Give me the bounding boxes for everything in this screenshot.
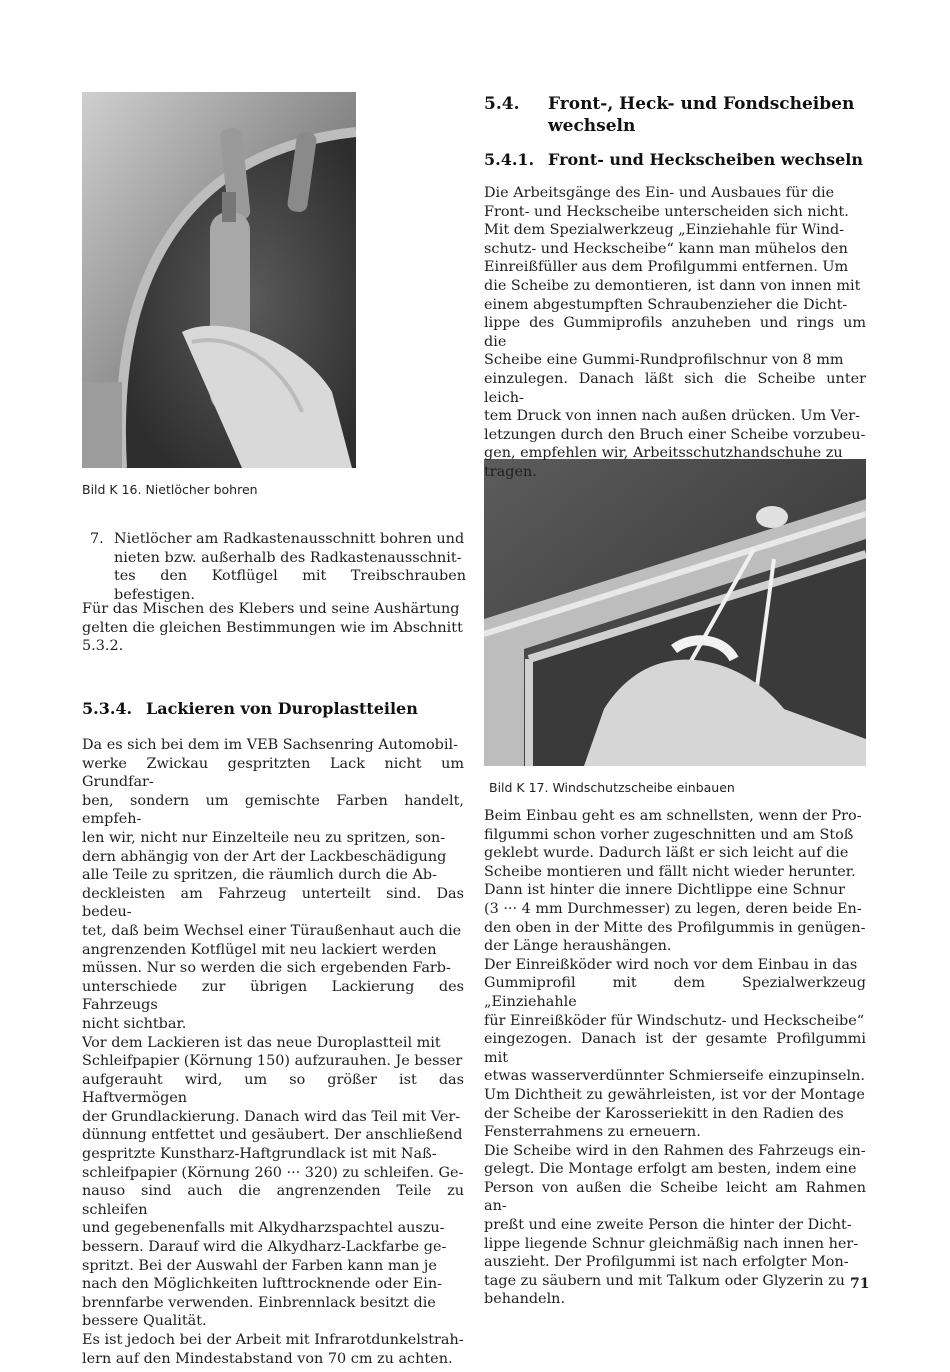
step-number: 7. [90, 531, 104, 547]
section-5-4-heading [484, 93, 854, 137]
text-line: Mit dem Spezialwerkzeug „Einziehahle für Wind- [484, 222, 845, 239]
section-5-4-1-heading [484, 149, 863, 171]
drilling-photo-graphic [82, 92, 356, 468]
text-line: nach den Möglichkeiten lufttrocknende oder Ein- [82, 1276, 442, 1293]
text-line: Einreißfüller aus dem Profilgummi entfernen. Um [484, 259, 849, 276]
text-line: den oben in der Mitte des Profilgummis in genügen- [484, 919, 866, 936]
text-line: Schleifpapier (Körnung 150) aufzurauhen. Je besser [82, 1053, 463, 1070]
section-title: Lackieren von Duroplastteilen [146, 699, 418, 718]
text-line: dünnung entfettet und gesäubert. Der anschließend [82, 1127, 463, 1144]
text-line: tage zu säubern und mit Talkum oder Glyzerin zu [484, 1272, 845, 1289]
text-line: Person von außen die Scheibe leicht am Rahmen an- [484, 1179, 866, 1215]
section-title-line: wechseln [548, 116, 636, 136]
text-line: nicht sichtbar. [82, 1015, 187, 1032]
text-line: dern abhängig von der Art der Lackbeschädigung [82, 848, 447, 865]
text-line: lern auf den Mindestabstand von 70 cm zu achten. [82, 1350, 453, 1367]
text-line: Gummiprofil mit dem Spezialwerkzeug „Einziehahle [484, 975, 866, 1010]
text-line: aufgerauht wird, um so größer ist das Haftvermögen [82, 1071, 464, 1107]
text-line: tem Druck von innen nach außen drücken. Um Ver- [484, 408, 861, 425]
text-line: brennfarbe verwenden. Einbrennlack besitzt die [82, 1294, 436, 1311]
text-line: Scheibe montieren und fällt nicht wieder herunter. [484, 863, 856, 880]
text-line: Nietlöcher am Radkastenausschnitt bohren und [114, 531, 465, 547]
text-line: tragen. [484, 463, 537, 480]
text-line: bessere Qualität. [82, 1313, 207, 1330]
text-line: Beim Einbau geht es am schnellsten, wenn der Pro- [484, 808, 862, 824]
section-5-3-4-heading [82, 698, 418, 720]
text-line: der Länge heraushängen. [484, 938, 672, 955]
text-line: schleifpapier (Körnung 260 ··· 320) zu schleifen. Ge- [82, 1164, 464, 1181]
windshield-photo-graphic [484, 459, 866, 766]
text-line: müssen. Nur so werden die sich ergebenden Farb- [82, 960, 451, 977]
text-line: der Grundlackierung. Danach wird das Teil mit Ver- [82, 1108, 461, 1125]
text-line: behandeln. [484, 1291, 566, 1308]
text-line: lippe liegende Schnur gleichmäßig nach innen her- [484, 1235, 859, 1252]
text-line: unterschiede zur übrigen Lackierung des Fahrzeugs [82, 978, 464, 1014]
text-line: Die Scheibe wird in den Rahmen des Fahrzeugs ein- [484, 1142, 866, 1159]
text-line: (3 ··· 4 mm Durchmesser) zu legen, deren beide En- [484, 900, 862, 917]
text-line: preßt und eine zweite Person die hinter der Dicht- [484, 1217, 852, 1234]
text-line: Für das Mischen des Klebers und seine Aushärtung [82, 601, 460, 617]
text-line: der Scheibe der Karosseriekitt in den Radien des [484, 1105, 844, 1122]
text-line: spritzt. Bei der Auswahl der Farben kann man je [82, 1257, 437, 1274]
right-top-text [484, 184, 866, 482]
text-line: bessern. Darauf wird die Alkydharz-Lackfarbe ge- [82, 1239, 447, 1256]
text-line: Dann ist hinter die innere Dichtlippe eine Schnur [484, 882, 846, 899]
section-title: Front- und Heckscheiben wechseln [548, 150, 863, 169]
text-line: Scheibe eine Gummi-Rundprofilschnur von 8 mm [484, 352, 844, 369]
text-line: Vor dem Lackieren ist das neue Duroplastteil mit [82, 1034, 441, 1051]
section-title-line: Front-, Heck- und Fondscheiben [548, 94, 855, 114]
text-line: geklebt wurde. Dadurch läßt er sich leicht auf die [484, 845, 849, 862]
text-line: schutz- und Heckscheibe“ kann man mühelos den [484, 240, 848, 257]
text-line: 5.3.2. [82, 638, 124, 655]
text-line: gelten die gleichen Bestimmungen wie im Abschnitt [82, 619, 463, 636]
text-line: gelegt. Die Montage erfolgt am besten, indem eine [484, 1161, 857, 1178]
page-number: 71 [850, 1276, 870, 1292]
text-line: Da es sich bei dem im VEB Sachsenring Automobil- [82, 737, 458, 753]
figure-k16-photo [82, 92, 356, 468]
text-line: Der Einreißköder wird noch vor dem Einbau in das [484, 956, 858, 973]
left-main-text [82, 736, 464, 1368]
text-line: angrenzenden Kotflügel mit neu lackiert werden [82, 941, 437, 958]
text-line: gen, empfehlen wir, Arbeitsschutzhandschuhe zu [484, 445, 843, 462]
text-line: Um Dichtheit zu gewährleisten, ist vor der Montage [484, 1086, 865, 1103]
text-line: letzungen durch den Bruch einer Scheibe vorzubeu- [484, 426, 866, 443]
text-line: tes den Kotflügel mit Treibschrauben befestigen. [114, 568, 466, 603]
text-line: für Einreißköder für Windschutz- und Heckscheibe“ [484, 1012, 865, 1029]
text-line: auszieht. Der Profilgummi ist nach erfolgter Mon- [484, 1254, 849, 1271]
text-line: einem abgestumpften Schraubenzieher die Dicht- [484, 296, 848, 313]
text-line: einzulegen. Danach läßt sich die Scheibe unter leich- [484, 370, 866, 406]
text-line: Es ist jedoch bei der Arbeit mit Infrarotdunkelstrah- [82, 1332, 464, 1348]
text-line: len wir, nicht nur Einzelteile neu zu spritzen, son- [82, 829, 446, 846]
right-bottom-text [484, 807, 866, 1309]
text-line: gespritzte Kunstharz-Haftgrundlack ist mit Naß- [82, 1146, 437, 1163]
text-line: und gegebenenfalls mit Alkydharzspachtel auszu- [82, 1220, 445, 1237]
text-line: alle Teile zu spritzen, die räumlich durch die Ab- [82, 867, 437, 884]
text-line: Front- und Heckscheibe unterscheiden sich nicht. [484, 203, 849, 220]
left-para-kleber [82, 600, 464, 656]
text-line: ben, sondern um gemischte Farben handelt, empfeh- [82, 792, 464, 828]
section-number: 5.3.4. [82, 699, 133, 718]
text-line: eingezogen. Danach ist der gesamte Profilgummi mit [484, 1031, 866, 1066]
figure-k17-caption: Bild K 17. Windschutzscheibe einbauen [489, 780, 735, 795]
text-line: nauso sind auch die angrenzenden Teile zu schleifen [82, 1183, 464, 1218]
text-line: tet, daß beim Wechsel einer Türaußenhaut auch die [82, 922, 462, 939]
text-line: etwas wasserverdünnter Schmierseife einzupinseln. [484, 1068, 865, 1085]
section-number: 5.4. [484, 94, 520, 114]
figure-k17-photo [484, 459, 866, 766]
text-line: nieten bzw. außerhalb des Radkastenausschnit- [114, 549, 462, 566]
section-number: 5.4.1. [484, 150, 535, 169]
text-line: Fensterrahmens zu erneuern. [484, 1124, 701, 1141]
text-line: filgummi schon vorher zugeschnitten und am Stoß [484, 826, 854, 843]
text-line: deckleisten am Fahrzeug unterteilt sind. Das bedeu- [82, 885, 464, 921]
step-7 [90, 530, 466, 604]
text-line: die Scheibe zu demontieren, ist dann von innen mit [484, 277, 861, 294]
text-line: Die Arbeitsgänge des Ein- und Ausbaues für die [484, 185, 835, 201]
text-line: werke Zwickau gespritzten Lack nicht um Grundfar- [82, 755, 464, 791]
figure-k16-caption: Bild K 16. Nietlöcher bohren [82, 482, 258, 497]
text-line: lippe des Gummiprofils anzuheben und rings um die [484, 315, 866, 350]
